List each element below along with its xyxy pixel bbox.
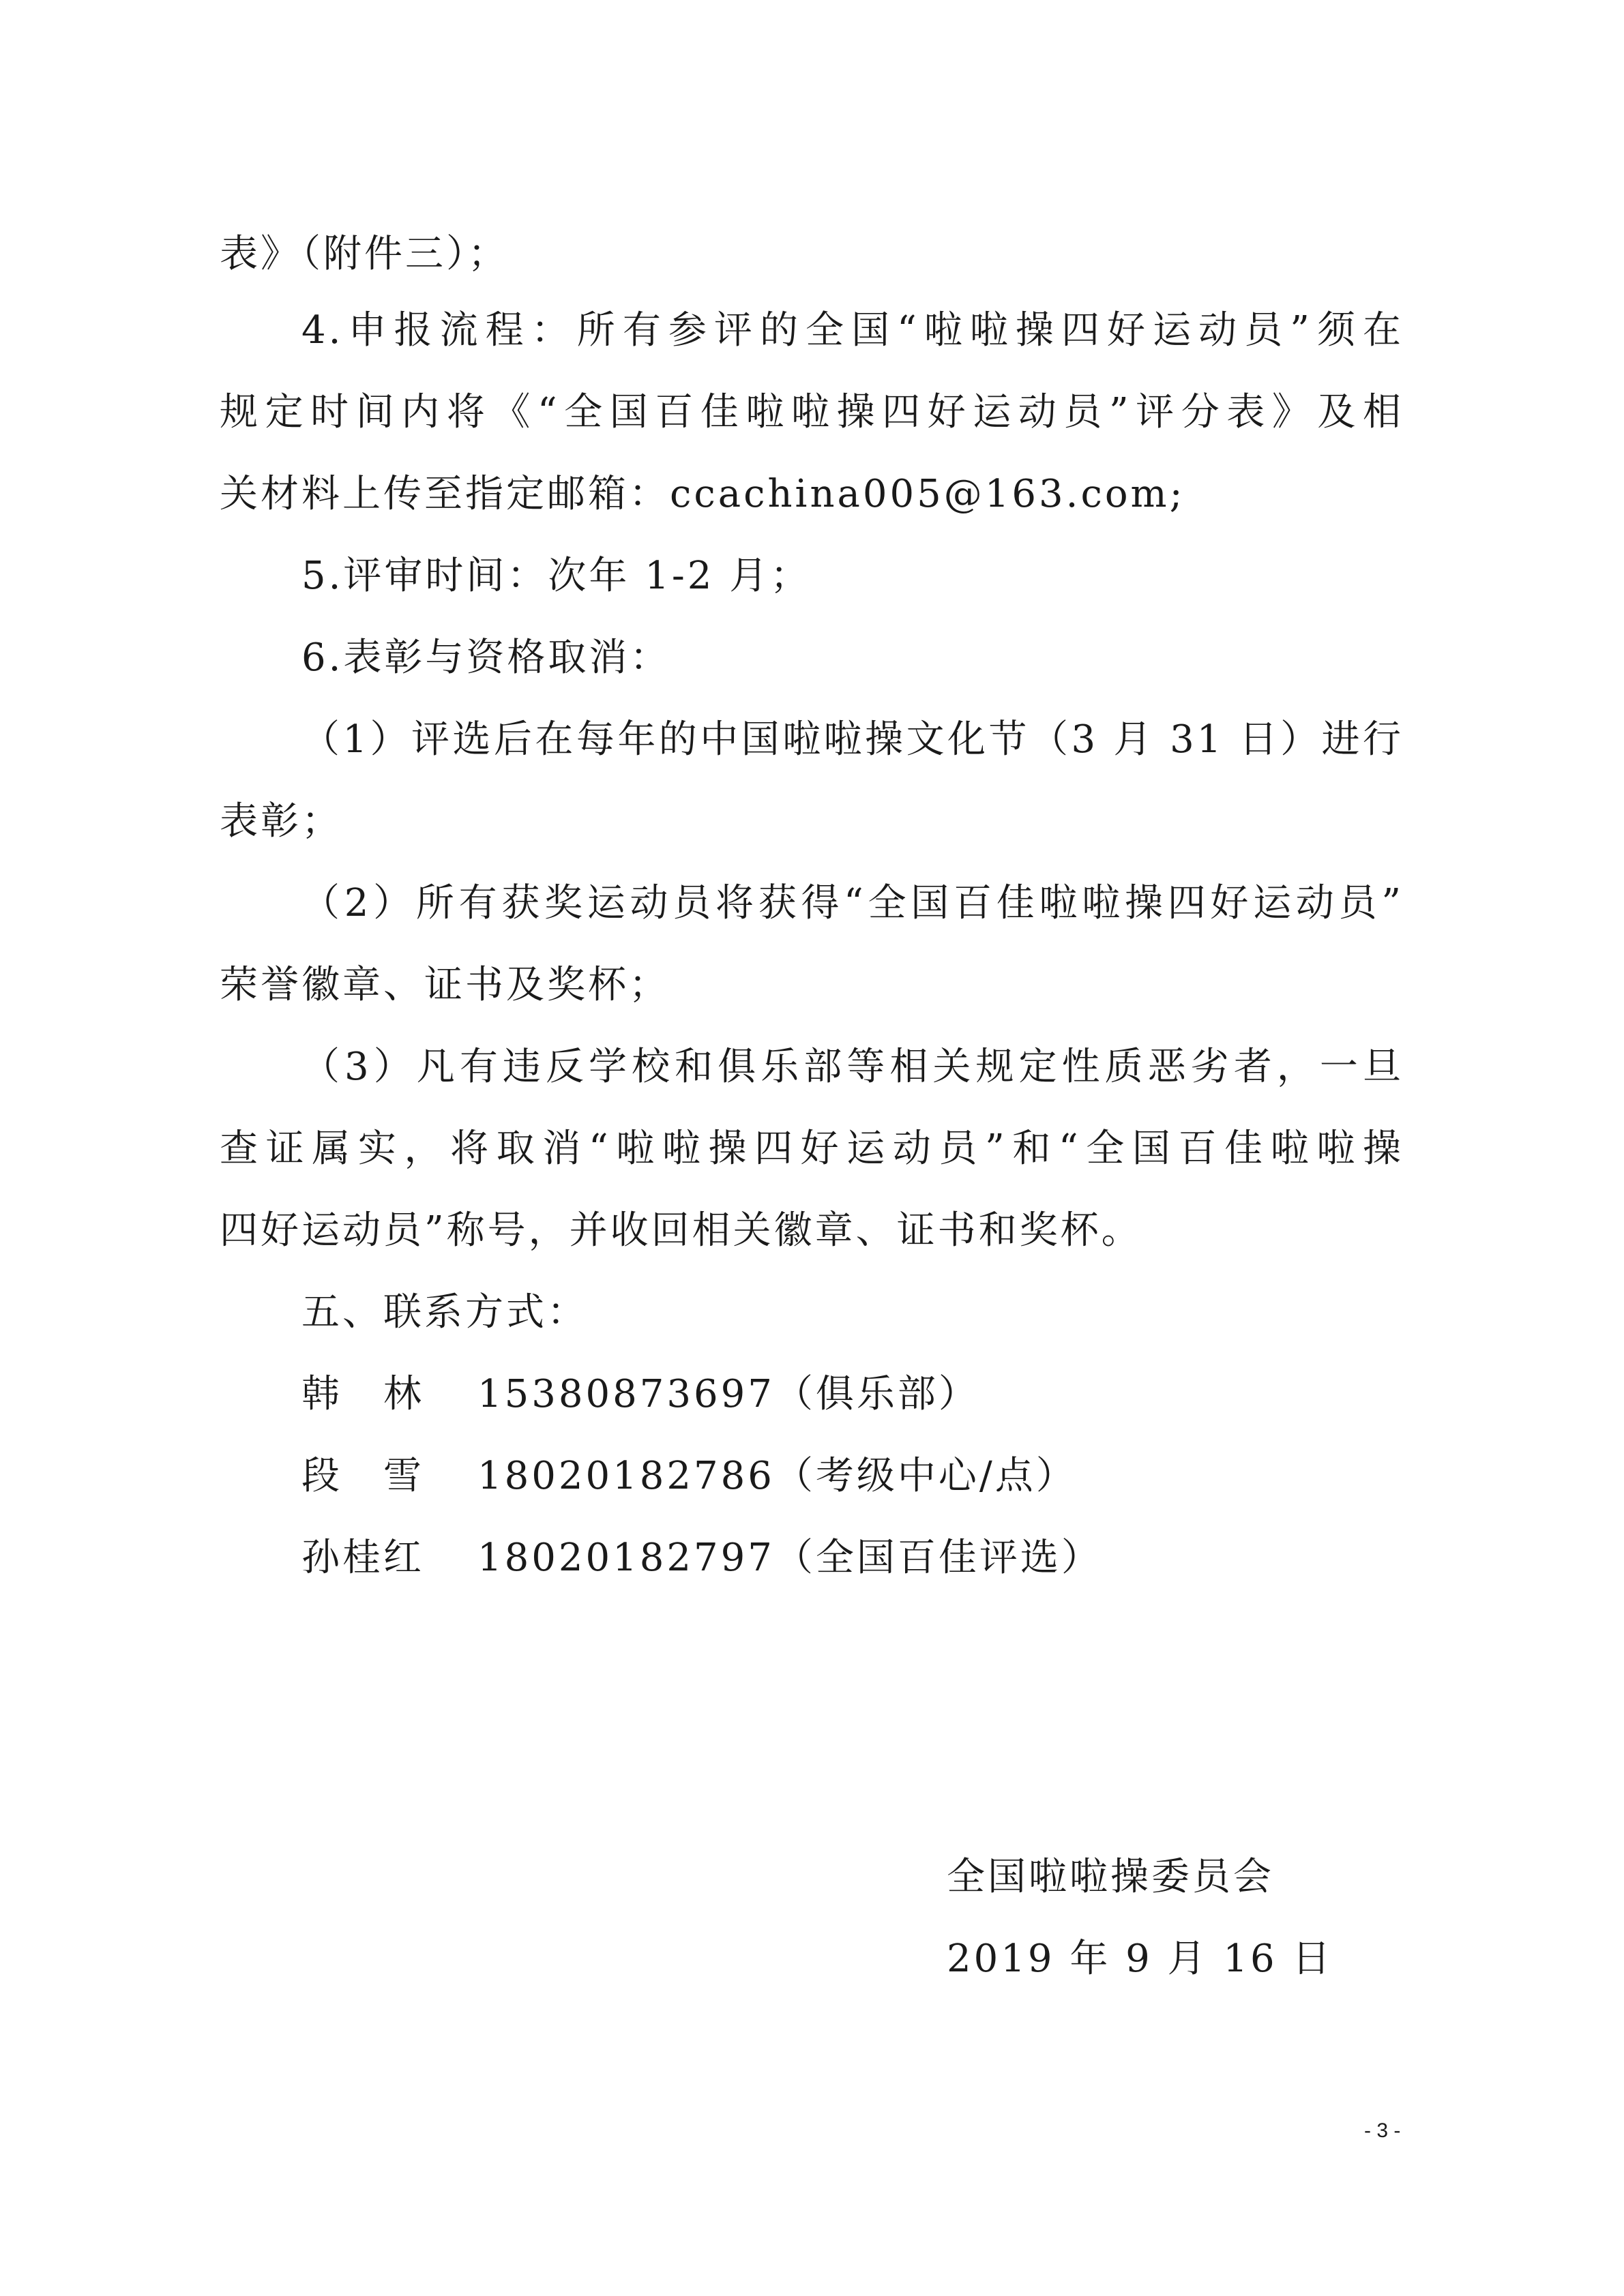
paragraph-line: 荣誉徽章、证书及奖杯；	[220, 963, 670, 1007]
contact-name: 韩 林	[301, 1372, 424, 1416]
paragraph-line: （2）所有获奖运动员将获得“全国百佳啦啦操四好运动员”	[301, 881, 1404, 925]
paragraph-line: 规定时间内将《“全国百佳啦啦操四好运动员”评分表》及相	[220, 390, 1404, 434]
paragraph-line: 6.表彰与资格取消：	[301, 636, 671, 680]
paragraph-line: 表彰；	[220, 799, 342, 844]
contact-info: 18020182797（全国百佳评选）	[477, 1536, 1102, 1580]
paragraph-line: （3）凡有违反学校和俱乐部等相关规定性质恶劣者，一旦	[301, 1045, 1404, 1089]
contact-name: 孙桂红	[301, 1536, 424, 1580]
contact-info: 18020182786（考级中心/点）	[477, 1454, 1077, 1498]
contact-name: 段 雪	[301, 1454, 424, 1498]
paragraph-line: 4.申报流程：所有参评的全国“啦啦操四好运动员”须在	[301, 308, 1404, 353]
contact-info: 15380873697（俱乐部）	[477, 1372, 979, 1416]
signature-organization: 全国啦啦操委员会	[947, 1855, 1274, 1899]
paragraph-line: 四好运动员”称号，并收回相关徽章、证书和奖杯。	[220, 1208, 1142, 1253]
paragraph-line: 查证属实，将取消“啦啦操四好运动员”和“全国百佳啦啦操	[220, 1127, 1404, 1171]
paragraph-line: （1）评选后在每年的中国啦啦操文化节（3 月 31 日）进行	[301, 717, 1404, 762]
paragraph-line: 5.评审时间：次年 1-2 月；	[301, 554, 812, 598]
page-number: - 3 -	[1364, 2119, 1401, 2142]
signature-date: 2019 年 9 月 16 日	[947, 1937, 1333, 1981]
paragraph-line: 表》（附件三）；	[220, 232, 509, 276]
paragraph-line: 关材料上传至指定邮箱：ccachina005@163.com;	[220, 472, 1185, 516]
contact-heading: 五、联系方式：	[301, 1290, 588, 1335]
